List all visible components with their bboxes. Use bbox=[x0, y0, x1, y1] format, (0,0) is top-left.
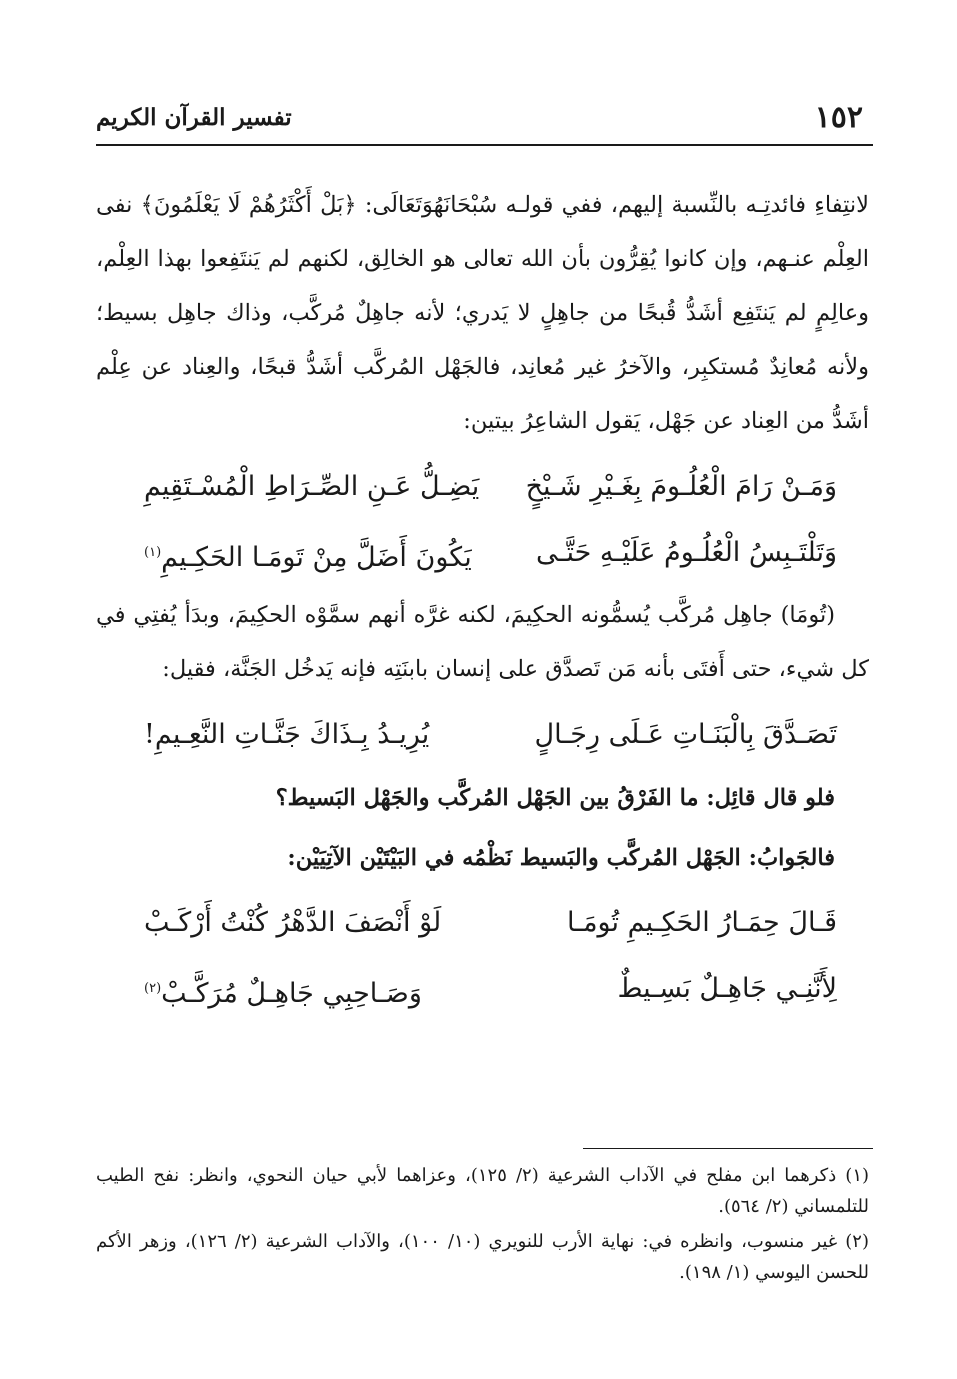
page-number: ١٥٢ bbox=[814, 100, 863, 135]
question-line: فلو قال قائِل: ما الفَرْقُ بين الجَهْل المُركَّب والجَهْل البَسيط؟ bbox=[275, 785, 835, 811]
text-line: لانتِفاءِ فائدتِـه بالنِّسبة إليهم، ففي قولـه سُبْحَانَهُوَتَعَالَى: ﴿بَلْ أَكْثَرُهُمْ لَا يَعْلَمُونَ﴾ bbox=[140, 192, 869, 218]
footnotes bbox=[96, 1160, 869, 1292]
poem-block bbox=[96, 890, 869, 1022]
verse-first-hemistich: لِأَنَّنِـي جَاهِـلٌ بَسِـيطٌ bbox=[617, 973, 837, 1004]
footnote-1: (١) ذكرهما ابن مفلح في الآداب الشرعية (٢/ ١٢٥)، وعزاهما لأبي حيان النحوي، وانظر: نفح الطيب للتلمساني (٢/ ٥٦٤). bbox=[96, 1165, 870, 1217]
paragraph-explanation bbox=[96, 588, 869, 696]
footnote-separator bbox=[583, 1148, 873, 1149]
poem-block bbox=[96, 702, 869, 768]
verse-first-hemistich: قَـالَ حِمَـارُ الحَكِـيمِ تُومَـا bbox=[566, 907, 837, 938]
footnote-marker[interactable]: (٢) bbox=[144, 981, 162, 996]
text-line: نفى العِلْم عنـهم، وإن كانوا يُقِرُّون بأن الله تعالى هو الخالِق، لكنهم لم يَنتَفِعوا بهذا bbox=[96, 192, 869, 272]
text-line: فقيل: bbox=[162, 656, 216, 682]
footnote-2: (٢) غير منسوب، وانظره في: نهاية الأرب للنويري (١٠/ ١٠٠)، والآداب الشرعية (٢/ ١٢٦)، وزهر الأكم للحسن اليوسي (١/ ١٩٨). bbox=[96, 1231, 869, 1283]
answer-line: فالجَوابُ: الجَهْل المُركَّب والبَسيط نَظْمُه في البَيْتَيْن الآتِيَيْن: bbox=[287, 845, 835, 871]
verse-line bbox=[96, 702, 869, 768]
verse-line bbox=[96, 890, 869, 956]
verse-line bbox=[96, 520, 869, 586]
verse-first-hemistich: تَصَـدَّقَ بِالْبَنَـاتِ عَـلَى رِجَـالٍ bbox=[534, 719, 837, 750]
verse-second-hemistich bbox=[144, 956, 422, 1022]
verse-second-hemistich: لَوْ أَنْصَفَ الدَّهْرُ كُنْتُ أَرْكَـبْ bbox=[144, 907, 442, 938]
poem-block bbox=[96, 454, 869, 586]
text-line: عن عِلْم أشَدُّ من العِناد عن جَهْل، يَقول الشاعِرُ بيتين: bbox=[96, 354, 869, 434]
page-body bbox=[96, 178, 869, 1022]
verse-first-hemistich: وَمَـنْ رَامَ الْعُلُـومَ بِغَـيْرِ شَـيْخٍ bbox=[525, 471, 837, 502]
verse-first-hemistich: وَتَلْتَـبِسُ الْعُلُـومُ عَلَيْـهِ حَتَّـى bbox=[536, 537, 837, 568]
verse-second-hemistich bbox=[144, 520, 472, 586]
verse-second-hemistich: يُرِيـدُ بِـذَاكَ جَنَّـاتِ النَّعِـيمِ! bbox=[144, 719, 430, 750]
text-line: العِلْم، وعالِمٍ لم يَنتَفِع أشَدُّ قُبحًا من جاهِلٍ لا يَدري؛ لأنه جاهِلٌ مُركَّب، وذاك جاهِل bbox=[96, 246, 869, 326]
text-line: بسيط؛ ولأنه مُعانِدٌ مُستكبِر، والآخرُ غير مُعانِد، فالجَهْل المُركَّب أشَدُّ قبحًا، والعِناد bbox=[96, 300, 870, 380]
footnote-marker[interactable]: (١) bbox=[144, 545, 162, 560]
book-title: تفسير القرآن الكريم bbox=[96, 104, 292, 131]
paragraph-tafsir bbox=[96, 178, 869, 448]
page-header bbox=[96, 96, 873, 146]
verse-line bbox=[96, 956, 869, 1022]
verse-text: يَكُونَ أَضَلَّ مِنْ تَومَـا الحَكِـيمِ bbox=[161, 542, 472, 573]
verse-line bbox=[96, 454, 869, 520]
text-line: (تُومَا) جاهِل مُركَّب يُسمُّونه الحكِيمَ، لكنه غرَّه أنهم سمَّوْه الحكِيمَ، وبدَأ bbox=[184, 602, 835, 628]
text-line: يُفتِي في كل شيء، حتى أَفتَى بأنه مَن تَصدَّق على إنسان بابنَتِه فإنه يَدخُل الجَنَّة، bbox=[96, 602, 869, 682]
verse-text: وَصَـاحِبِي جَاهِـلٌ مُرَكَّـبْ bbox=[161, 978, 422, 1009]
verse-second-hemistich: يَضِـلُّ عَـنِ الصِّـرَاطِ الْمُسْـتَقِيمِ bbox=[144, 471, 480, 502]
